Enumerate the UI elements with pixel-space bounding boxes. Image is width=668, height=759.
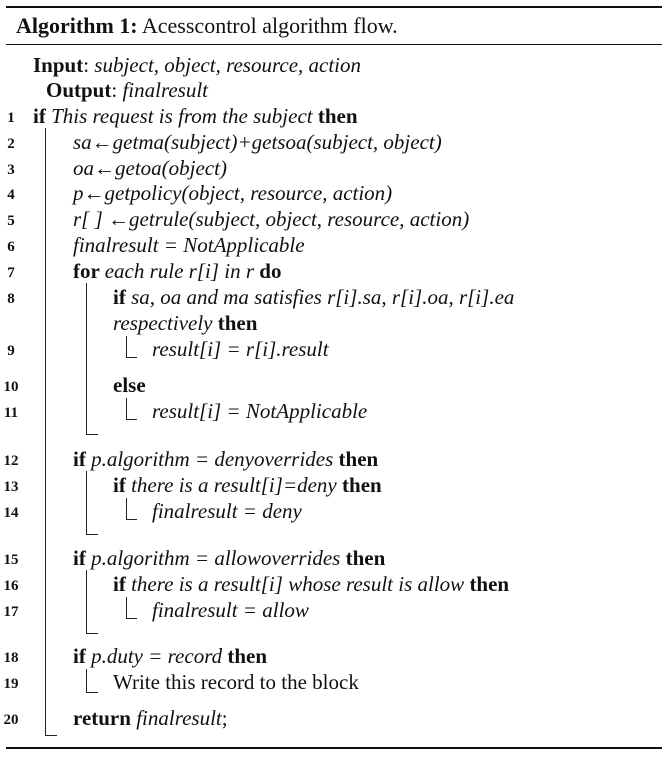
line-number: 3 bbox=[7, 162, 15, 178]
output-label: Output bbox=[46, 78, 112, 102]
block-foot-if-then bbox=[126, 357, 137, 358]
block-line-if-then bbox=[126, 336, 127, 358]
code-line: finalresult = allow bbox=[152, 598, 309, 622]
block-line-deny bbox=[86, 471, 87, 535]
code-line: return finalresult; bbox=[73, 706, 228, 730]
code-line: finalresult = deny bbox=[152, 499, 302, 523]
input-value: subject, object, resource, action bbox=[94, 53, 362, 77]
input-line: Input: subject, object, resource, action bbox=[33, 53, 362, 77]
code-line: p←getpolicy(object, resource, action) bbox=[73, 181, 393, 205]
line-number: 13 bbox=[3, 479, 19, 495]
block-line-for bbox=[86, 283, 87, 435]
block-line-outer bbox=[45, 128, 46, 736]
top-rule bbox=[6, 6, 662, 8]
block-line-allow-inner bbox=[126, 597, 127, 619]
line-number: 11 bbox=[3, 405, 19, 421]
code-line: if p.algorithm = denyoverrides then bbox=[73, 447, 379, 471]
code-line: sa←getma(subject)+getsoa(subject, object) bbox=[73, 130, 442, 154]
block-foot-duty bbox=[86, 692, 98, 693]
block-foot-for bbox=[86, 434, 98, 435]
output-line: Output: finalresult bbox=[46, 78, 209, 102]
line-number: 15 bbox=[3, 552, 19, 568]
code-line: oa←getoa(object) bbox=[73, 156, 227, 180]
line-number: 16 bbox=[3, 578, 19, 594]
block-line-deny-inner bbox=[126, 498, 127, 520]
line-number: 19 bbox=[3, 676, 19, 692]
block-line-duty bbox=[86, 669, 87, 693]
line-number: 12 bbox=[3, 453, 19, 469]
code-line: for each rule r[i] in r do bbox=[73, 259, 282, 283]
code-line: if there is a result[i] whose result is allow then bbox=[113, 572, 510, 596]
code-line-continuation: respectively then bbox=[113, 311, 258, 335]
line-number: 9 bbox=[7, 343, 15, 359]
block-foot-else bbox=[126, 419, 137, 420]
line-number: 14 bbox=[3, 505, 19, 521]
block-line-else bbox=[126, 398, 127, 420]
block-foot-outer bbox=[45, 735, 57, 736]
code-line: Write this record to the block bbox=[113, 670, 359, 694]
block-foot-deny-inner bbox=[126, 519, 137, 520]
caption-text: Acesscontrol algorithm flow. bbox=[141, 13, 398, 38]
line-number: 7 bbox=[7, 265, 15, 281]
line-number: 2 bbox=[7, 136, 15, 152]
code-line: else bbox=[113, 373, 146, 397]
block-line-allow bbox=[86, 570, 87, 634]
code-line: if sa, oa and ma satisfies r[i].sa, r[i].oa, r[i].ea bbox=[113, 285, 515, 309]
line-number: 18 bbox=[3, 650, 19, 666]
code-line: finalresult = NotApplicable bbox=[73, 233, 305, 257]
block-foot-allow bbox=[86, 633, 98, 634]
caption-rule bbox=[6, 44, 662, 45]
block-foot-deny bbox=[86, 534, 98, 535]
line-number: 1 bbox=[7, 110, 15, 126]
code-line: if p.duty = record then bbox=[73, 644, 268, 668]
code-line: if This request is from the subject then bbox=[33, 104, 358, 128]
code-line: result[i] = NotApplicable bbox=[152, 399, 368, 423]
code-line: result[i] = r[i].result bbox=[152, 337, 329, 361]
line-number: 10 bbox=[3, 379, 19, 395]
code-line: if p.algorithm = allowoverrides then bbox=[73, 546, 386, 570]
output-value: finalresult bbox=[122, 78, 209, 102]
block-foot-allow-inner bbox=[126, 618, 137, 619]
line-number: 8 bbox=[7, 291, 15, 307]
algorithm-caption bbox=[16, 14, 398, 38]
line-number: 5 bbox=[7, 213, 15, 229]
bottom-rule bbox=[6, 747, 662, 749]
code-line: r[ ] ←getrule(subject, object, resource, action) bbox=[73, 207, 470, 231]
input-label: Input bbox=[33, 53, 84, 77]
line-number: 6 bbox=[7, 239, 15, 255]
line-number: 4 bbox=[7, 187, 15, 203]
line-number: 17 bbox=[3, 604, 19, 620]
line-number: 20 bbox=[3, 712, 19, 728]
caption-label: Algorithm 1: bbox=[16, 13, 138, 38]
code-line: if there is a result[i]=deny then bbox=[113, 473, 382, 497]
